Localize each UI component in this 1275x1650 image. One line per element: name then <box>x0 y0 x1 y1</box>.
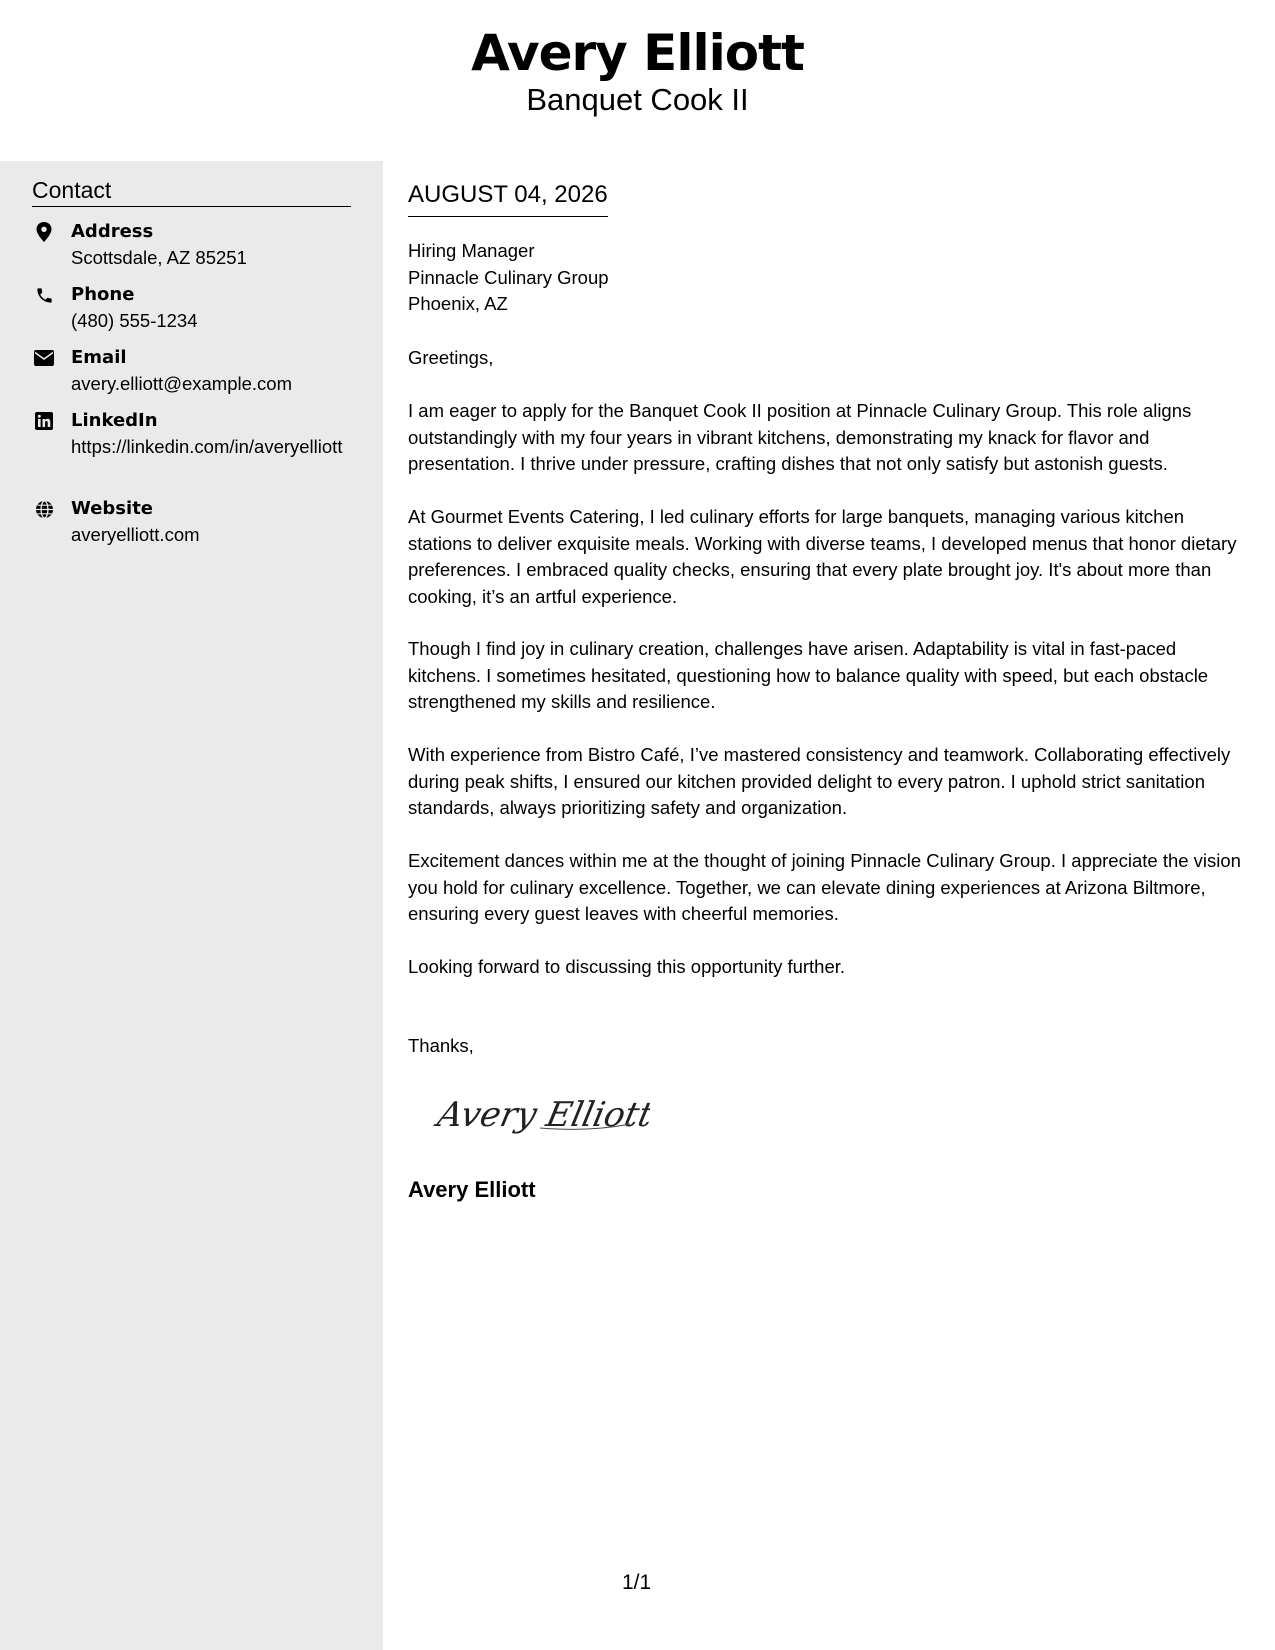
letter-paragraph: At Gourmet Events Catering, I led culinary efforts for large banquets, managing various kitchen stations to deliver exquisite meals. Working with diverse teams, I developed menus that honor dietary preferences. I embraced quality checks, ensuring that every plate brought joy. It's about more than cooking, it’s an artful experience. <box>408 506 1237 607</box>
page-number: 1/1 <box>622 1571 652 1594</box>
letter-paragraph: Looking forward to discussing this opportunity further. <box>408 956 846 977</box>
contact-label-phone: Phone <box>71 284 135 305</box>
signature-text: Avery Elliott <box>434 1095 650 1135</box>
job-title: Banquet Cook II <box>526 82 749 117</box>
contact-label-email: Email <box>71 347 127 368</box>
letter-greeting: Greetings, <box>408 347 494 368</box>
letter-paragraph: With experience from Bistro Café, I’ve mastered consistency and teamwork. Collaborating effectively during peak shifts, I ensured our kitchen provided delight to every patron. I uphold strict sanitation standards, always prioritizing safety and organization. <box>408 744 1231 818</box>
map-pin-icon <box>32 222 56 242</box>
contact-value-website: averyelliott.com <box>71 524 200 545</box>
recipient-line: Hiring Manager <box>408 240 535 261</box>
letter-paragraph: Though I find joy in culinary creation, challenges have arisen. Adaptability is vital in fast-paced kitchens. I sometimes hesitated, questioning how to balance quality with speed, but each obstacle strengthened my skills and resilience. <box>408 638 1209 712</box>
contact-label-website: Website <box>71 498 154 519</box>
globe-icon <box>32 499 56 519</box>
recipient-line: Phoenix, AZ <box>408 293 508 314</box>
contact-value-email: avery.elliott@example.com <box>71 373 292 394</box>
handwritten-signature <box>430 1088 650 1138</box>
letter-closing: Thanks, <box>408 1035 474 1056</box>
phone-icon <box>32 285 56 305</box>
header <box>0 0 1275 161</box>
applicant-name: Avery Elliott <box>471 24 804 82</box>
recipient-block <box>408 238 609 318</box>
contact-label-address: Address <box>71 221 154 242</box>
recipient-line: Pinnacle Culinary Group <box>408 266 609 288</box>
letter-paragraph: I am eager to apply for the Banquet Cook II position at Pinnacle Culinary Group. This role aligns outstandingly with my four years in vibrant kitchens, demonstrating my knack for flavor and presentation. I thrive under pressure, crafting dishes that not only satisfy but astonish guests. <box>408 400 1192 474</box>
contact-label-linkedin: LinkedIn <box>71 410 158 431</box>
letter-paragraph: Excitement dances within me at the thought of joining Pinnacle Culinary Group. I appreciate the vision you hold for culinary excellence. Together, we can elevate dining experiences at Arizona Biltmore, ensuring every guest leaves with cheerful memories. <box>408 850 1241 924</box>
contact-value-address: Scottsdale, AZ 85251 <box>71 247 247 268</box>
signed-name: Avery Elliott <box>408 1177 536 1202</box>
envelope-icon <box>32 348 56 368</box>
contact-value-phone: (480) 555-1234 <box>71 310 198 331</box>
contact-value-linkedin: https://linkedin.com/in/averyelliott <box>71 436 343 457</box>
contact-heading: Contact <box>32 176 351 207</box>
letter-date: AUGUST 04, 2026 <box>408 180 608 217</box>
linkedin-icon <box>32 411 56 431</box>
